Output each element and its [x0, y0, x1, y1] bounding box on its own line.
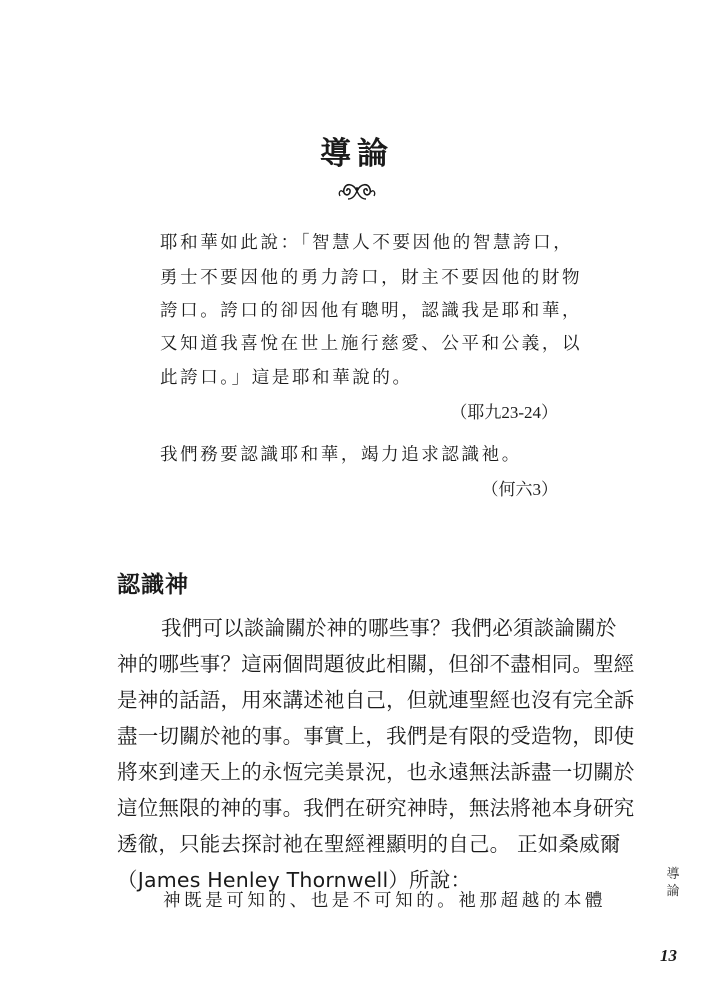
scripture-reference: （耶九23-24）: [450, 403, 558, 422]
epigraph-line: 勇士不要因他的勇力誇口，財主不要因他的財物: [160, 268, 583, 288]
body-line: 神的哪些事？這兩個問題彼此相關，但卻不盡相同。聖經: [117, 652, 635, 676]
section-heading: 認識神: [117, 572, 189, 598]
page-number: 13: [660, 946, 677, 965]
floral-ornament-icon: [337, 180, 377, 202]
body-line: 盡一切關於祂的事。事實上，我們是有限的受造物，即使: [117, 724, 635, 748]
scripture-reference: （何六3）: [481, 480, 558, 499]
body-line: 將來到達天上的永恆完美景況，也永遠無法訴盡一切關於: [117, 760, 635, 784]
epigraph-line: 誇口。誇口的卻因他有聰明，認識我是耶和華，: [160, 301, 583, 321]
epigraph-line: 此誇口。」這是耶和華說的。: [160, 368, 413, 388]
body-line: 這位無限的神的事。我們在研究神時，無法將祂本身研究: [117, 796, 635, 820]
epigraph-line: 又知道我喜悅在世上施行慈愛、公平和公義，以: [160, 334, 583, 354]
body-line: 我們可以談論關於神的哪些事？我們必須談論關於: [161, 616, 617, 640]
body-line: 透徹，只能去探討祂在聖經裡顯明的自己。 正如桑威爾: [117, 832, 621, 856]
body-line: 是神的話語，用來講述祂自己，但就連聖經也沒有完全訴: [117, 688, 635, 712]
epigraph-line: 耶和華如此說：「智慧人不要因他的智慧誇口，: [160, 233, 574, 253]
page-title: 導論: [320, 136, 394, 172]
block-quote: 神既是可知的、也是不可知的。祂那超越的本體: [163, 891, 607, 911]
body-line: （James Henley Thornwell）所說：: [117, 868, 472, 892]
chapter-side-tab: 導 論: [666, 867, 680, 899]
epigraph-line: 我們務要認識耶和華，竭力追求認識祂。: [160, 445, 522, 465]
